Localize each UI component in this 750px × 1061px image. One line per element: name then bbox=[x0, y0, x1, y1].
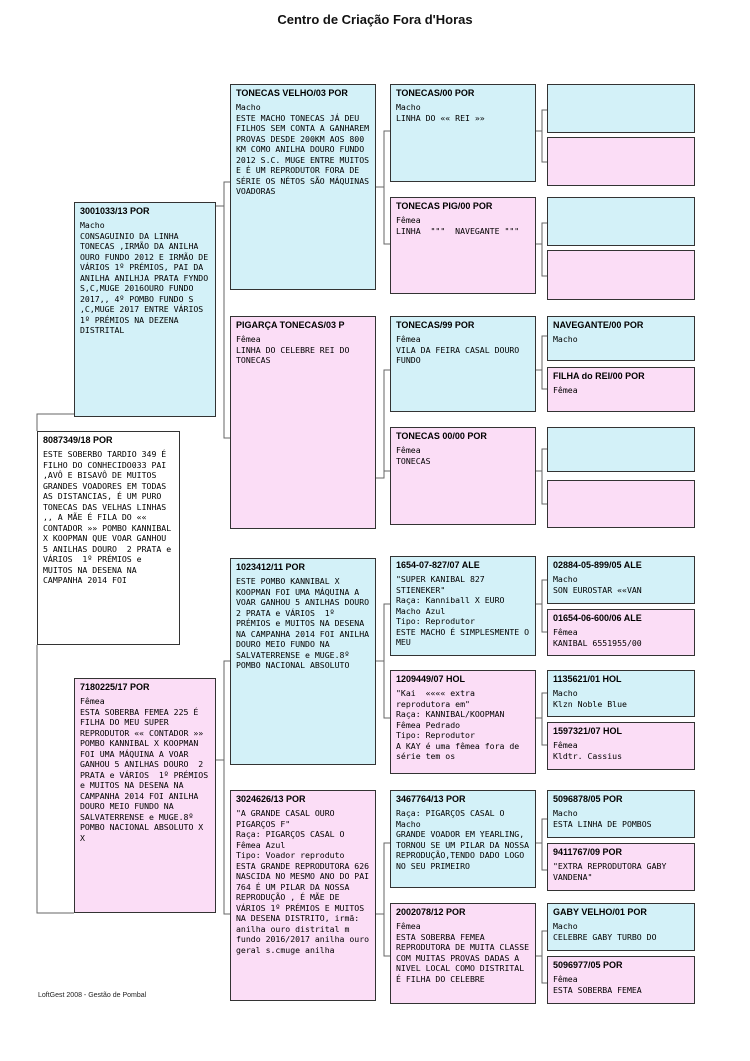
pigeon-description: Macho Klzn Noble Blue bbox=[553, 688, 627, 709]
pigeon-description: Macho ESTA LINHA DE POMBOS bbox=[553, 808, 652, 829]
ring-number: 01654-06-600/06 ALE bbox=[553, 613, 642, 623]
pigeon-description: Fêmea LINHA """ NAVEGANTE """ bbox=[396, 215, 520, 236]
pigeon-card-dss[interactable] bbox=[390, 556, 536, 656]
pigeon-card-sire-dam[interactable] bbox=[230, 316, 376, 529]
pigeon-description: Raça: PIGARÇOS CASAL O Macho GRANDE VOADOR EM YEARLING, TORNOU SE UM PILAR DA NOSSA REPRODUÇÃO,TENDO DADO LOGO NO SEU PRIMEIRO bbox=[396, 808, 530, 871]
pigeon-card-ddd[interactable] bbox=[390, 903, 536, 1004]
pigeon-description: Fêmea ESTA SOBERBA FEMEA bbox=[553, 974, 642, 995]
pigeon-description: "A GRANDE CASAL OURO PIGARÇOS F" Raça: PIGARÇOS CASAL O Fêmea Azul Tipo: Voador reproduto ESTA GRANDE REPRODUTORA 626 NASCIDA NO MESMO ANO DO PAI 764 É UM PILAR DA NOSSA REPRODUÇÃO , É MÃE DE VÁRIOS 1º PRÉMIOS E MUITOS NA DESENA DISTRITO, irmã: anilha ouro distrital m fundo 2016/2017 anilha ouro geral s.cmuge anilha bbox=[236, 808, 370, 955]
pigeon-card-ddsd[interactable] bbox=[547, 843, 695, 891]
pigeon-description: Macho CELEBRE GABY TURBO DO bbox=[553, 921, 657, 942]
pigeon-description: "SUPER KANIBAL 827 STIENEKER" Raça: Kanniball X EURO Macho Azul Tipo: Reprodutor ESTE MACHO É SIMPLESMENTE O MEU bbox=[396, 574, 530, 647]
pigeon-description: Fêmea Kldtr. Cassius bbox=[553, 740, 623, 761]
ring-number: 8087349/18 POR bbox=[43, 435, 113, 445]
pigeon-card-sss[interactable] bbox=[390, 84, 536, 182]
ring-number: 9411767/09 POR bbox=[553, 847, 623, 857]
pigeon-card-empty[interactable] bbox=[547, 197, 695, 246]
pigeon-description: Fêmea TONECAS bbox=[396, 445, 431, 466]
pigeon-card-dddd[interactable] bbox=[547, 956, 695, 1004]
ring-number: 1654-07-827/07 ALE bbox=[396, 560, 480, 570]
pigeon-card-dsds[interactable] bbox=[547, 670, 695, 717]
pigeon-description: "Kai «««« extra reprodutora em" Raça: KANNIBAL/KOOPMAN Fêmea Pedrado Tipo: Reprodutor A KAY é uma fêmea fora de série tem os bbox=[396, 688, 520, 761]
pigeon-description: Fêmea VILA DA FEIRA CASAL DOURO FUNDO bbox=[396, 334, 520, 365]
pigeon-card-dsd[interactable] bbox=[390, 670, 536, 774]
pigeon-card-dam-dam[interactable] bbox=[230, 790, 376, 1001]
ring-number: 3001033/13 POR bbox=[80, 206, 150, 216]
pigeon-card-sdsd[interactable] bbox=[547, 367, 695, 412]
pigeon-card-sds[interactable] bbox=[390, 316, 536, 412]
ring-number: 3467764/13 POR bbox=[396, 794, 466, 804]
pigeon-card-sdss[interactable] bbox=[547, 316, 695, 361]
ring-number: 2002078/12 POR bbox=[396, 907, 466, 917]
ring-number: 3024626/13 POR bbox=[236, 794, 306, 804]
pigeon-card-dam-sire[interactable] bbox=[230, 558, 379, 765]
pigeon-description: Macho SON EUROSTAR ««VAN bbox=[553, 574, 642, 595]
pigeon-description: Macho LINHA DO «« REI »» bbox=[396, 102, 485, 123]
pigeon-card-sire-sire[interactable] bbox=[230, 84, 376, 290]
pigeon-description: Fêmea bbox=[553, 385, 578, 395]
ring-number: GABY VELHO/01 POR bbox=[553, 907, 647, 917]
pigeon-card-ddds[interactable] bbox=[547, 903, 695, 951]
pigeon-description: Fêmea KANIBAL 6551955/00 bbox=[553, 627, 642, 648]
pigeon-card-empty[interactable] bbox=[547, 137, 695, 186]
pigeon-description: Fêmea ESTA SOBERBA FEMEA REPRODUTORA DE MUITA CLASSE COM MUITAS PROVAS DADAS A NIVEL LOCAL COMO DISTRITAL É FILHA DO CELEBRE bbox=[396, 921, 530, 984]
pigeon-description: ESTE SOBERBO TARDIO 349 É FILHO DO CONHECIDO033 PAI ,AVÔ E BISAVÔ DE MUITOS GRANDES VOADORES EM TODAS AS DISTANCIAS, É UM PURO TONECAS DAS VELHAS LINHAS ,, A MÃE É FILA DO «« CONTADOR »» POMBO KANNIBAL X KOOPMAN QUE VOAR GANHOU 5 ANILHAS DOURO 2 PRATA e VÁRIOS 1º PRÉMIOS e MUITOS NA DESENA NA CAMPANHA 2014 FOI bbox=[43, 449, 177, 585]
ring-number: 7180225/17 POR bbox=[80, 682, 150, 692]
pigeon-description: Macho CONSAGUINIO DA LINHA TONECAS ,IRMÃO DA ANILHA OURO FUNDO 2012 E IRMÃO DE VÁRIOS 1º PRÉMIOS, PAI DA ANILHA ANILHJA PRATA FYNDO S,C,MUGE 2016OURO FUNDO 2017,, 4º POMBO FUNDO S ,C,MUGE 2017 ENTRE VÁRIOS 1º PRÉMIOS NA DEZENA DISTRITAL bbox=[80, 220, 209, 335]
ring-number: TONECAS PIG/00 POR bbox=[396, 201, 493, 211]
ring-number: 1023412/11 POR bbox=[236, 562, 306, 572]
pigeon-description: Macho bbox=[553, 334, 578, 344]
pigeon-card-ssd[interactable] bbox=[390, 197, 536, 294]
ring-number: FILHA do REI/00 POR bbox=[553, 371, 645, 381]
page-title: Centro de Criação Fora d'Horas bbox=[277, 12, 473, 27]
pigeon-card-dssd[interactable] bbox=[547, 609, 695, 656]
pigeon-card-dsdd[interactable] bbox=[547, 722, 695, 770]
pigeon-card-empty[interactable] bbox=[547, 250, 695, 300]
pigeon-description: ESTE POMBO KANNIBAL X KOOPMAN FOI UMA MÁQUINA A VOAR GANHOU 5 ANILHAS DOURO 2 PRATA e VÁRIOS 1º PRÉMIOS e MUITOS NA DESENA NA CAMPANHA 2014 FOI ANILHA DOURO MEIO FUNDO NA SALVATERRENSE e MUGE.8º POMBO NACIONAL ABSOLUTO bbox=[236, 576, 379, 670]
pigeon-card-sdd[interactable] bbox=[390, 427, 536, 525]
pigeon-description: Fêmea ESTA SOBERBA FEMEA 225 É FILHA DO MEU SUPER REPRODUTOR «« CONTADOR »» POMBO KANNIBAL X KOOPMAN FOI UMA MÁQUINA A VOAR GANHOU 5 ANILHAS DOURO 2 PRATA e VÁRIOS 1º PRÉMIOS e MUITOS NA DESENA NA CAMPANHA 2014 FOI ANILHA DOURO MEIO FUNDO NA SALVATERRENSE e MUGE.8º POMBO NACIONAL ABSOLUTO X X bbox=[80, 696, 209, 843]
ring-number: 1597321/07 HOL bbox=[553, 726, 623, 736]
pigeon-card-empty[interactable] bbox=[547, 427, 695, 472]
ring-number: 1209449/07 HOL bbox=[396, 674, 466, 684]
pigeon-card-dam[interactable] bbox=[74, 678, 216, 913]
ring-number: 1135621/01 HOL bbox=[553, 674, 622, 684]
software-credit: LoftGest 2008 - Gestão de Pombal bbox=[38, 992, 147, 999]
ring-number: TONECAS VELHO/03 POR bbox=[236, 88, 348, 98]
pigeon-card-sire[interactable] bbox=[74, 202, 216, 417]
pigeon-card-main[interactable] bbox=[37, 431, 180, 645]
ring-number: 02884-05-899/05 ALE bbox=[553, 560, 642, 570]
pigeon-description: "EXTRA REPRODUTORA GABY VANDENA" bbox=[553, 861, 672, 882]
pigeon-card-empty[interactable] bbox=[547, 480, 695, 528]
pigeon-card-ddss[interactable] bbox=[547, 790, 695, 838]
ring-number: 5096977/05 POR bbox=[553, 960, 623, 970]
ring-number: TONECAS/99 POR bbox=[396, 320, 475, 330]
pigeon-card-empty[interactable] bbox=[547, 84, 695, 133]
pigeon-card-dds[interactable] bbox=[390, 790, 536, 888]
ring-number: PIGARÇA TONECAS/03 P bbox=[236, 320, 345, 330]
pigeon-description: Macho ESTE MACHO TONECAS JÁ DEU FILHOS SEM CONTA A GANHAREM PROVAS DESDE 200KM AOS 800 KM COMO ANILHA DOURO FUNDO 2012 S.C. MUGE ENTRE MUITOS E É UM REPRODUTOR FORA DE SÉRIE OS NÉTOS SÃO MÁQUINAS VOADORAS bbox=[236, 102, 370, 196]
ring-number: NAVEGANTE/00 POR bbox=[553, 320, 644, 330]
ring-number: TONECAS 00/00 POR bbox=[396, 431, 487, 441]
pigeon-card-dsss[interactable] bbox=[547, 556, 695, 604]
pigeon-description: Fêmea LINHA DO CELEBRE REI DO TONECAS bbox=[236, 334, 350, 365]
ring-number: TONECAS/00 POR bbox=[396, 88, 475, 98]
ring-number: 5096878/05 POR bbox=[553, 794, 623, 804]
